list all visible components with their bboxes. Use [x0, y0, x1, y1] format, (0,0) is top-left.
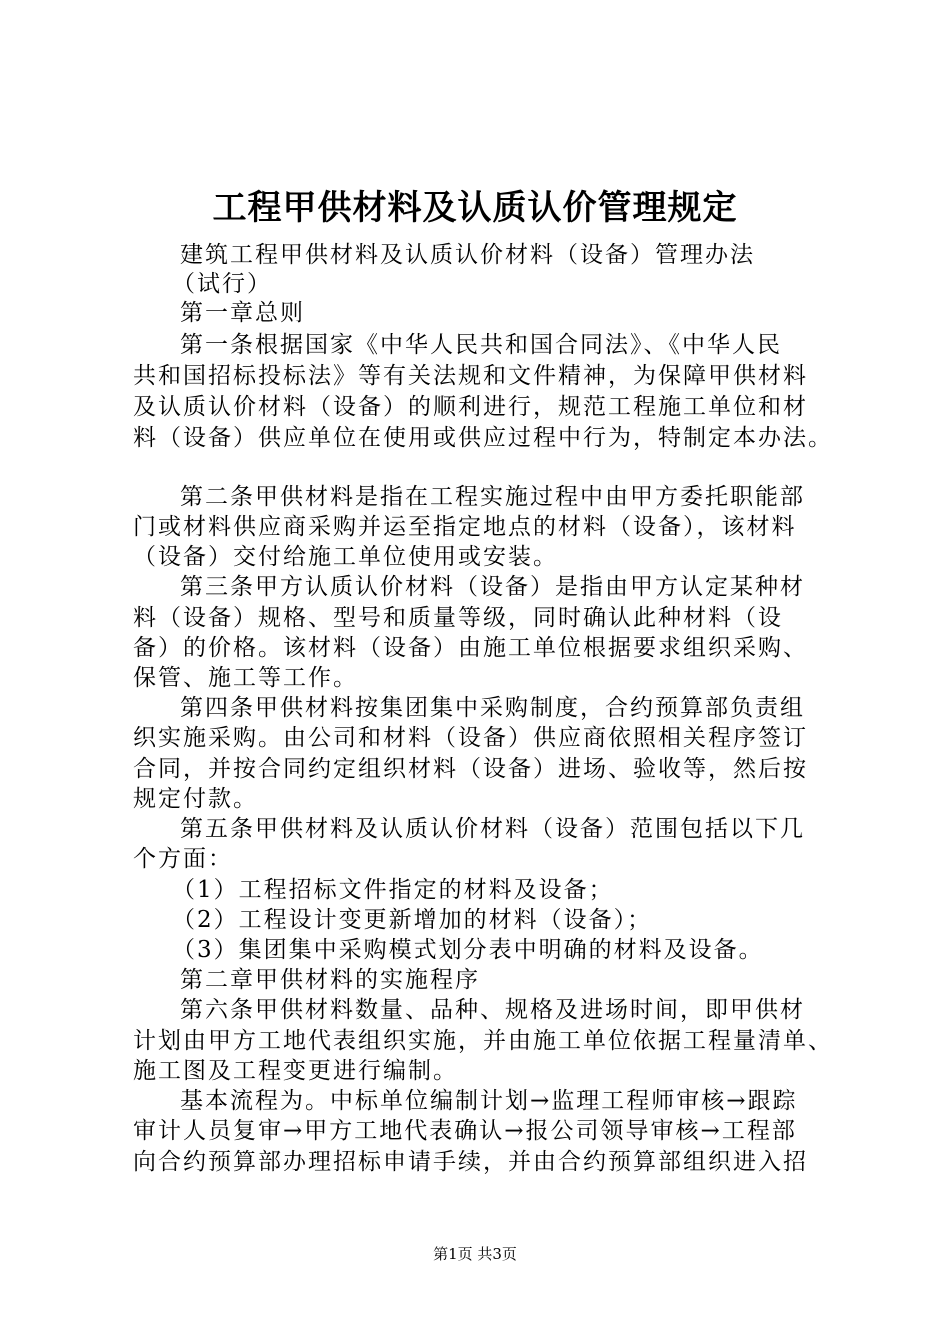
list-item: （2）工程设计变更新增加的材料（设备）； — [172, 907, 653, 933]
subtitle-line: 建筑工程甲供材料及认质认价材料（设备）管理办法 — [180, 242, 755, 268]
paragraph-line: 第六条甲供材料数量、品种、规格及进场时间，即甲供材 — [180, 997, 805, 1023]
paragraph-line: 审计人员复审→甲方工地代表确认→报公司领导审核→工程部 — [133, 1118, 797, 1144]
paragraph-line: 施工图及工程变更进行编制。 — [133, 1058, 458, 1084]
list-item: （1）工程招标文件指定的材料及设备； — [172, 877, 614, 903]
subtitle-trial-line: （试行） — [172, 271, 272, 297]
paragraph-line: 及认质认价材料（设备）的顺利进行，规范工程施工单位和材 — [133, 394, 808, 420]
page-number: 第1页 共3页 — [433, 1245, 517, 1263]
paragraph-line: 料（设备）规格、型号和质量等级，同时确认此种材料（设 — [133, 605, 783, 631]
paragraph-line: 料（设备）供应单位在使用或供应过程中行为，特制定本办法。 — [133, 425, 833, 451]
paragraph-line: 第四条甲供材料按集团集中采购制度，合约预算部负责组 — [180, 695, 805, 721]
paragraph-line: 第三条甲方认质认价材料（设备）是指由甲方认定某种材 — [180, 574, 805, 600]
paragraph-line: 织实施采购。由公司和材料（设备）供应商依照相关程序签订 — [133, 725, 808, 751]
paragraph-line: 基本流程为。中标单位编制计划→监理工程师审核→跟踪 — [180, 1088, 798, 1114]
paragraph-line: 共和国招标投标法》等有关法规和文件精神，为保障甲供材料 — [133, 363, 808, 389]
paragraph-line: 合同，并按合同约定组织材料（设备）进场、验收等，然后按 — [133, 756, 808, 782]
paragraph-line: 向合约预算部办理招标申请手续，并由合约预算部组织进入招 — [133, 1149, 808, 1175]
paragraph-line: 计划由甲方工地代表组织实施，并由施工单位依据工程量清单、 — [133, 1028, 833, 1054]
document-title: 工程甲供材料及认质认价管理规定 — [212, 188, 738, 228]
paragraph-line: 第五条甲供材料及认质认价材料（设备）范围包括以下几 — [180, 816, 805, 842]
paragraph-line: 规定付款。 — [133, 786, 258, 812]
list-item: （3）集团集中采购模式划分表中明确的材料及设备。 — [172, 937, 764, 963]
paragraph-line: （设备）交付给施工单位使用或安装。 — [133, 544, 558, 570]
paragraph-line: 保管、施工等工作。 — [133, 665, 358, 691]
paragraph-line: 个方面： — [133, 846, 233, 872]
paragraph-line: 门或材料供应商采购并运至指定地点的材料（设备），该材料 — [133, 514, 797, 540]
chapter-heading: 第二章甲供材料的实施程序 — [180, 967, 480, 993]
paragraph-line: 第一条根据国家《中华人民共和国合同法》、《中华人民 — [180, 332, 782, 358]
chapter-heading: 第一章总则 — [180, 300, 305, 326]
paragraph-line: 第二条甲供材料是指在工程实施过程中由甲方委托职能部 — [180, 484, 805, 510]
paragraph-line: 备）的价格。该材料（设备）由施工单位根据要求组织采购、 — [133, 635, 808, 661]
